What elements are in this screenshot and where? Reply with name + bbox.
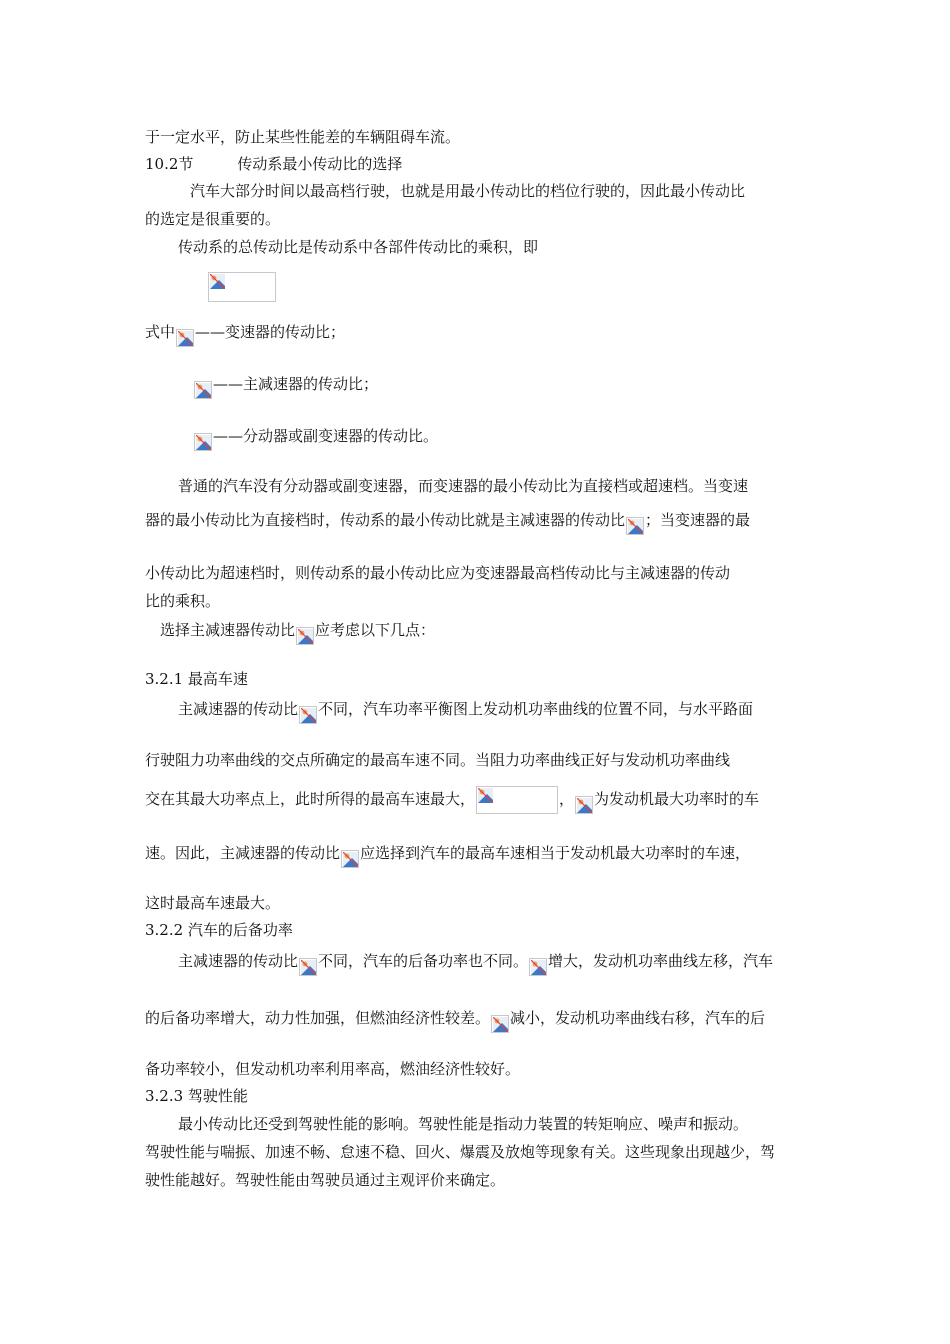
paragraph-line: 小传动比为超速档时，则传动系的最小传动比应为变速器最高档传动比与主减速器的传动 — [145, 564, 731, 582]
paragraph-line: 普通的汽车没有分动器或副变速器，而变速器的最小传动比为直接档或超速档。当变速 — [178, 477, 749, 495]
broken-image-icon — [299, 958, 317, 976]
paragraph-line: 比的乘积。 — [145, 592, 221, 610]
paragraph-line: 的选定是很重要的。 — [145, 210, 281, 228]
section-title: 传动系最小传动比的选择 — [237, 155, 403, 173]
definition-line: ——分动器或副变速器的传动比。 — [193, 426, 438, 451]
broken-image-icon — [299, 706, 317, 724]
broken-image-icon — [194, 381, 212, 399]
paragraph-line: 的后备功率增大，动力性加强，但燃油经济性较差。 减小，发动机功率曲线右移，汽车的后 — [145, 1008, 765, 1033]
paragraph-line: 传动系的总传动比是传动系中各部件传动比的乘积，即 — [178, 238, 539, 256]
section-heading: 3.2.1 最高车速 — [145, 670, 248, 688]
paragraph-line: 主减速器的传动比 不同，汽车的后备功率也不同。 增大，发动机功率曲线左移，汽车 — [178, 951, 773, 976]
paragraph-line: 交在其最大功率点上，此时所得的最高车速最大， ， 为发动机最大功率时的车 — [145, 786, 759, 814]
broken-image-icon — [176, 329, 194, 347]
paragraph-line: 行驶阻力功率曲线的交点所确定的最高车速不同。当阻力功率曲线正好与发动机功率曲线 — [145, 751, 731, 769]
section-heading: 3.2.2 汽车的后备功率 — [145, 921, 293, 939]
paragraph-line: 驾驶性能与喘振、加速不畅、怠速不稳、回火、爆震及放炮等现象有关。这些现象出现越少，驾 — [145, 1143, 776, 1161]
definition-line: 式中 ——变速器的传动比； — [145, 322, 345, 347]
paragraph-line: 备功率较小，但发动机功率利用率高，燃油经济性较好。 — [145, 1060, 521, 1078]
broken-image-icon — [491, 1015, 509, 1033]
paragraph-line: 驶性能越好。驾驶性能由驾驶员通过主观评价来确定。 — [145, 1171, 506, 1189]
paragraph-line: 器的最小传动比为直接档时，传动系的最小传动比就是主减速器的传动比 ；当变速器的最 — [145, 510, 750, 535]
broken-image-icon — [626, 517, 644, 535]
broken-image-icon — [296, 627, 314, 645]
broken-image-icon — [476, 786, 558, 814]
section-number: 10.2节 — [145, 155, 194, 173]
paragraph-line: 最小传动比还受到驾驶性能的影响。驾驶性能是指动力装置的转矩响应、噪声和振动。 — [178, 1115, 749, 1133]
broken-image-icon — [575, 796, 593, 814]
section-heading: 3.2.3 驾驶性能 — [145, 1087, 248, 1105]
paragraph-line: 主减速器的传动比 不同，汽车功率平衡图上发动机功率曲线的位置不同，与水平路面 — [178, 699, 753, 724]
paragraph-line: 于一定水平，防止某些性能差的车辆阻碍车流。 — [145, 128, 461, 146]
paragraph-line: 汽车大部分时间以最高档行驶，也就是用最小传动比的档位行驶的，因此最小传动比 — [190, 182, 746, 200]
broken-image-icon — [341, 850, 359, 868]
section-heading — [145, 154, 402, 174]
broken-image-icon — [208, 272, 276, 302]
formula-line — [207, 272, 277, 302]
definition-line: ——主减速器的传动比； — [193, 374, 378, 399]
broken-image-icon — [529, 958, 547, 976]
paragraph-line: 这时最高车速最大。 — [145, 894, 281, 912]
paragraph-line: 选择主减速器传动比 应考虑以下几点： — [160, 620, 435, 645]
broken-image-icon — [194, 433, 212, 451]
paragraph-line: 速。因此，主减速器的传动比 应选择到汽车的最高车速相当于发动机最大功率时的车速， — [145, 843, 750, 868]
